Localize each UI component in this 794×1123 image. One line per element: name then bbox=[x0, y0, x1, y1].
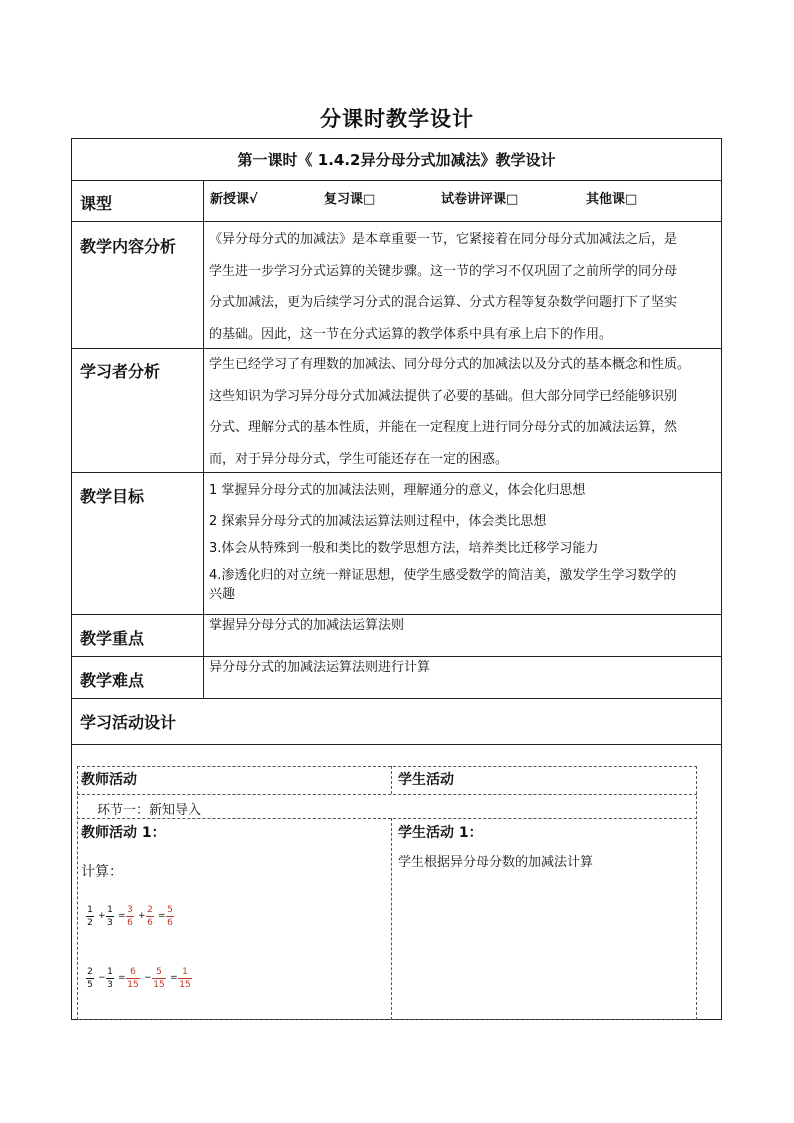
fraction-bar bbox=[86, 978, 94, 979]
content-analysis-text bbox=[209, 224, 717, 350]
fraction-denominator: 5 bbox=[87, 980, 93, 990]
segment-title: 环节一：新知导入 bbox=[97, 803, 202, 818]
fraction bbox=[126, 967, 140, 990]
fraction-numerator: 1 bbox=[107, 905, 113, 915]
activity-divider bbox=[391, 818, 392, 1020]
teacher-activity-title: 教师活动 1： bbox=[81, 825, 166, 841]
fraction-numerator: 3 bbox=[127, 905, 133, 915]
row-divider bbox=[71, 614, 722, 615]
fraction-bar bbox=[106, 978, 114, 979]
fraction-denominator: 3 bbox=[107, 918, 113, 928]
row-divider bbox=[71, 180, 722, 181]
activity-divider bbox=[77, 818, 697, 819]
fraction bbox=[166, 905, 174, 928]
fraction bbox=[152, 967, 166, 990]
goal-item: 兴趣 bbox=[209, 587, 236, 602]
course-type-label: 课型 bbox=[80, 194, 113, 213]
fraction-denominator: 15 bbox=[179, 980, 191, 990]
fraction-numerator: 1 bbox=[182, 967, 188, 977]
goal-item: 4.渗透化归的对立统一辩证思想，使学生感受数学的简洁美，激发学生学习数学的 bbox=[209, 568, 677, 583]
fraction bbox=[126, 905, 134, 928]
fraction bbox=[178, 967, 192, 990]
fraction-denominator: 3 bbox=[107, 980, 113, 990]
fraction-bar bbox=[86, 916, 94, 917]
activity-design-label: 学习活动设计 bbox=[80, 713, 177, 732]
student-activity-header: 学生活动 bbox=[398, 772, 454, 788]
activity-divider bbox=[391, 766, 392, 794]
fraction-numerator: 5 bbox=[167, 905, 173, 915]
fraction-denominator: 6 bbox=[167, 918, 173, 928]
text-line: 的基础。因此，这一节在分式运算的教学体系中具有承上启下的作用。 bbox=[209, 326, 613, 342]
fraction-bar bbox=[106, 916, 114, 917]
fraction-numerator: 1 bbox=[87, 905, 93, 915]
equation-operator: = bbox=[118, 911, 126, 921]
fraction bbox=[86, 905, 94, 928]
course-type-option: 复习课□ bbox=[324, 192, 376, 207]
page-title: 分课时教学设计 bbox=[320, 107, 474, 131]
course-type-option: 试卷讲评课□ bbox=[441, 192, 519, 207]
fraction-denominator: 6 bbox=[147, 918, 153, 928]
column-divider bbox=[203, 180, 204, 698]
equation-operator: = bbox=[158, 911, 166, 921]
activity-divider bbox=[77, 794, 697, 795]
fraction-bar bbox=[166, 916, 174, 917]
lesson-title: 第一课时《 1.4.2异分母分式加减法》教学设计 bbox=[237, 151, 556, 169]
equation-operator: = bbox=[170, 973, 178, 983]
fraction bbox=[146, 905, 154, 928]
fraction-denominator: 2 bbox=[87, 918, 93, 928]
teacher-activity-header: 教师活动 bbox=[81, 772, 137, 788]
fraction-denominator: 15 bbox=[127, 980, 139, 990]
fraction-numerator: 6 bbox=[130, 967, 136, 977]
course-type-option: 其他课□ bbox=[586, 192, 638, 207]
text-line: 学生进一步学习分式运算的关键步骤。这一节的学习不仅巩固了之前所学的同分母 bbox=[209, 263, 678, 279]
fraction-bar bbox=[152, 978, 166, 979]
goals-label: 教学目标 bbox=[80, 487, 145, 506]
fraction-bar bbox=[146, 916, 154, 917]
row-divider bbox=[71, 698, 722, 699]
row-divider bbox=[71, 656, 722, 657]
fraction bbox=[106, 967, 114, 990]
key-point-text: 掌握异分母分式的加减法运算法则 bbox=[209, 618, 405, 633]
equation-operator: = bbox=[118, 973, 126, 983]
student-activity-text: 学生根据异分母分数的加减法计算 bbox=[398, 855, 594, 870]
difficulty-label: 教学难点 bbox=[80, 671, 145, 690]
goal-item: 3.体会从特殊到一般和类比的数学思想方法，培养类比迁移学习能力 bbox=[209, 541, 599, 556]
fraction-numerator: 2 bbox=[147, 905, 153, 915]
text-line: 分式加减法，更为后续学习分式的混合运算、分式方程等复杂数学问题打下了坚实 bbox=[209, 295, 678, 310]
difficulty-text: 异分母分式的加减法运算法则进行计算 bbox=[209, 660, 431, 675]
fraction-numerator: 1 bbox=[107, 967, 113, 977]
equation-operator: + bbox=[98, 911, 106, 921]
row-divider bbox=[71, 744, 722, 745]
text-line: 分式、理解分式的基本性质，并能在一定程度上进行同分母分式的加减法运算，然 bbox=[209, 420, 678, 435]
fraction-bar bbox=[126, 916, 134, 917]
fraction bbox=[106, 905, 114, 928]
fraction-denominator: 15 bbox=[153, 980, 165, 990]
equation-operator: − bbox=[144, 973, 152, 983]
compute-label: 计算： bbox=[81, 864, 123, 880]
fraction bbox=[86, 967, 94, 990]
student-activity-title: 学生活动 1： bbox=[398, 825, 483, 841]
fraction-bar bbox=[126, 978, 140, 979]
key-point-label: 教学重点 bbox=[80, 629, 145, 648]
text-line: 而，对于异分母分式，学生可能还存在一定的困惑。 bbox=[209, 451, 509, 467]
course-type-option: 新授课√ bbox=[210, 192, 258, 207]
fraction-denominator: 6 bbox=[127, 918, 133, 928]
row-divider bbox=[71, 221, 722, 222]
learner-analysis-label: 学习者分析 bbox=[80, 362, 161, 381]
text-line: 这些知识为学习异分母分式加减法提供了必要的基础。但大部分同学已经能够识别 bbox=[209, 388, 678, 404]
fraction-numerator: 5 bbox=[156, 967, 162, 977]
fraction-numerator: 2 bbox=[87, 967, 93, 977]
fraction-bar bbox=[178, 978, 192, 979]
goal-item: 1 掌握异分母分式的加减法法则，理解通分的意义，体会化归思想 bbox=[209, 483, 586, 498]
text-line: 学生已经学习了有理数的加减法、同分母分式的加减法以及分式的基本概念和性质。 bbox=[209, 357, 691, 372]
learner-analysis-text bbox=[209, 349, 717, 475]
equation-operator: + bbox=[138, 911, 146, 921]
text-line: 《异分母分式的加减法》是本章重要一节，它紧接着在同分母分式加减法之后，是 bbox=[209, 232, 678, 247]
content-analysis-label: 教学内容分析 bbox=[80, 237, 177, 256]
goal-item: 2 探索异分母分式的加减法运算法则过程中，体会类比思想 bbox=[209, 514, 547, 529]
equation-operator: − bbox=[98, 973, 106, 983]
